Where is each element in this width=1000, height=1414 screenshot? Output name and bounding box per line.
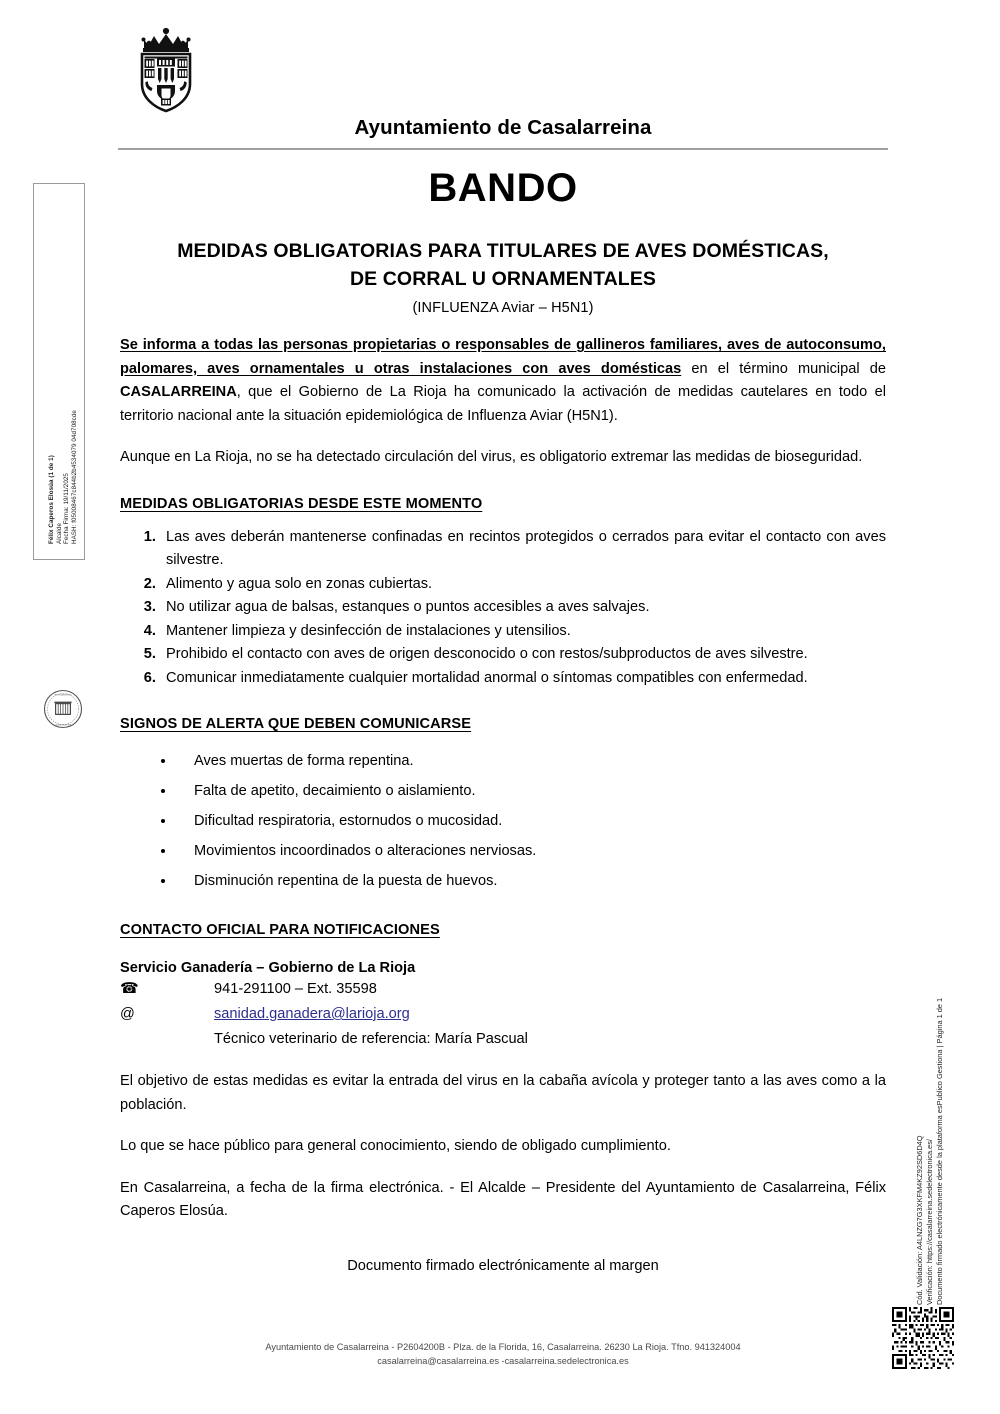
svg-text:AYUNTAMIENTO: AYUNTAMIENTO: [54, 694, 72, 697]
list-item: • Disminución repentina de la puesta de huevos.: [176, 866, 886, 896]
svg-text:CASALARREINA: CASALARREINA: [54, 724, 72, 727]
contact-service-name: Servicio Ganadería – Gobierno de La Rioja: [120, 960, 416, 976]
contact-email-row: [120, 1002, 886, 1027]
organization-title: Ayuntamiento de Casalarreina: [354, 116, 652, 139]
intro-paragraph: [120, 334, 886, 428]
signature-signer-role: Alcalde: [55, 523, 63, 544]
electronic-signature-note: Documento firmado electrónicamente al margen: [347, 1257, 659, 1274]
subtitle-line-1: MEDIDAS OBLIGATORIAS PARA TITULARES DE AVES DOMÉSTICAS,: [177, 240, 829, 262]
signature-margin-stamp: [33, 183, 85, 727]
measures-list: [120, 526, 886, 691]
signature-hash: HASH: f05008467c844b2b4534079 04d708cde: [70, 410, 78, 544]
intro-emphasis: Se informa a todas las personas propietarias o responsables de gallineros familiares, aves de autoconsumo, palomares, aves ornamentales u otras instalaciones con aves domésticas: [120, 337, 886, 377]
closing-paragraph-1: El objetivo de estas medidas es evitar la entrada del virus en la cabaña avícola y proteger tanto a las aves como a la población.: [120, 1073, 886, 1113]
signature-signer-name: Félix Caperos Elosúa (1 de 1): [48, 455, 55, 544]
list-item: 1. Las aves deberán mantenerse confinadas en recintos protegidos o cerrados para evitar el contacto con aves silvestre.: [160, 526, 886, 573]
list-item: 3. No utilizar agua de balsas, estanques o puntos accesibles a aves salvajes.: [160, 596, 886, 620]
page-footer: [118, 1340, 888, 1368]
alerts-list: [120, 746, 886, 896]
closing-paragraph-2: Lo que se hace público para general conocimiento, siendo de obligado cumplimiento.: [120, 1138, 671, 1154]
intro-paragraph-2: Aunque en La Rioja, no se ha detectado circulación del virus, es obligatorio extremar las medidas de bioseguridad.: [120, 449, 863, 465]
document-title: BANDO: [428, 166, 578, 210]
contact-email-link[interactable]: sanidad.ganadera@larioja.org: [214, 1006, 410, 1022]
list-item: • Movimientos incoordinados o alteraciones nerviosas.: [176, 836, 886, 866]
validation-margin-block: [915, 997, 945, 1305]
closing-paragraph-3: En Casalarreina, a fecha de la firma electrónica. - El Alcalde – Presidente del Ayuntamiento de Casalarreina, Félix Caperos Elosúa.: [120, 1179, 886, 1219]
signature-stamp-text: [48, 410, 78, 544]
signature-date: Fecha Firma: 19/11/2025: [63, 473, 71, 544]
list-item: 6. Comunicar inmediatamente cualquier mortalidad anormal o síntomas compatibles con enfermedad.: [160, 667, 886, 691]
intro-mid-1: en el término municipal de: [681, 360, 887, 377]
contact-reference-note: Técnico veterinario de referencia: María Pascual: [214, 1031, 528, 1047]
document-content: [118, 334, 888, 1274]
subtitle-line-2: DE CORRAL U ORNAMENTALES: [349, 268, 657, 290]
list-item: 4. Mantener limpieza y desinfección de instalaciones y utensilios.: [160, 620, 886, 644]
signature-stamp-inner: [34, 184, 86, 561]
header-divider: [118, 148, 888, 150]
validation-platform-line: Documento firmado electrónicamente desde la plataforma esPublico Gestiona | Página 1 de 1: [935, 997, 944, 1305]
alerts-heading: SIGNOS DE ALERTA QUE DEBEN COMUNICARSE: [120, 716, 472, 732]
validation-code-line: Cód. Validación: A4LNZG7G3XKFM4KZ92SD6D4Q: [915, 1135, 924, 1305]
list-item: • Aves muertas de forma repentina.: [176, 746, 886, 776]
contact-heading: CONTACTO OFICIAL PARA NOTIFICACIONES: [120, 922, 440, 938]
list-item: • Falta de apetito, decaimiento o aislamiento.: [176, 776, 886, 806]
contact-phone-row: [120, 976, 886, 1002]
qr-code-icon: [892, 1307, 954, 1369]
list-item: 5. Prohibido el contacto con aves de origen desconocido o con restos/subproductos de aves silvestre.: [160, 643, 886, 667]
municipality-name: CASALARREINA: [120, 384, 237, 400]
subtitle-block: [118, 237, 888, 293]
at-sign-icon: @: [120, 1006, 135, 1022]
contact-phone-value: 941-291100 – Ext. 35598: [214, 981, 377, 997]
measures-heading: MEDIDAS OBLIGATORIAS DESDE ESTE MOMENTO: [120, 495, 483, 512]
influenza-subtitle: (INFLUENZA Aviar – H5N1): [412, 300, 594, 316]
list-item: • Dificultad respiratoria, estornudos o mucosidad.: [176, 806, 886, 836]
footer-line-2: casalarreina@casalarreina.es -casalarreina.sedelectronica.es: [377, 1356, 629, 1366]
document-page: [118, 0, 888, 1414]
validation-url-line: Verificación: https://casalarreina.sedelectronica.es/: [925, 1139, 934, 1305]
phone-icon: ☎: [120, 980, 139, 997]
coat-of-arms-icon: [130, 22, 202, 114]
list-item: 2. Alimento y agua solo en zonas cubiertas.: [160, 573, 886, 597]
official-seal-icon: [43, 689, 83, 729]
footer-line-1: Ayuntamiento de Casalarreina - P2604200B - Plza. de la Florida, 16, Casalarreina. 26230 La Rioja. Tfno. 941324004: [265, 1342, 741, 1352]
intro-mid-2: , que el Gobierno de La Rioja ha comunicado la activación de medidas cautelares en todo el territorio nacional ante la situación epidemiológica de Influenza Aviar (H5N1).: [120, 384, 886, 424]
